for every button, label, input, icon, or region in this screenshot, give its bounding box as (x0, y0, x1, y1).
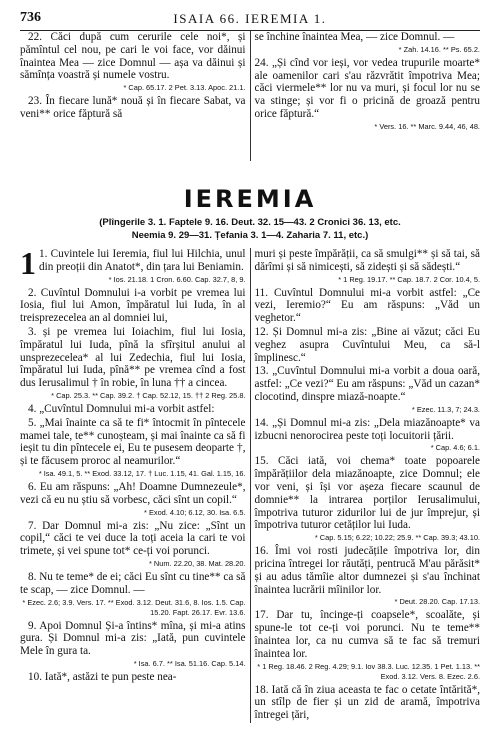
verse: se închine înaintea Mea, — zice Domnul. — (254, 31, 455, 43)
verse: 3. și pe vremea lui Ioiachim, fiul lui Iosia, împăratul lui Iuda, pînă la sfîrșitul anului al unsprezecelea* al lui Zedechia, fiul lui Iosia, împăratul lui Iuda, pînă** pe vremea cînd a fost dus Ierusalimul † în robie, în luna †† a cincea. (20, 325, 246, 390)
jeremiah-right-column (251, 248, 481, 723)
verse-reference: * Cap. 65.17. 2 Pet. 3.13. Apoc. 21.1. (123, 83, 246, 93)
isaiah-right-column (251, 31, 481, 161)
verse: 10. Iată*, astăzi te pun peste nea- (28, 670, 177, 683)
isaiah-left-column (20, 31, 250, 161)
verse: 17. Dar tu, încinge-ți coapsele*, scoalăte, și spune-le tot ce-ți voi porunci. Nu te teme** înaintea lor, ca nu cumva să te fac să tremuri înaintea lor. (254, 609, 480, 660)
verse: 24. „Și cînd vor ieși, vor vedea trupurile moarte* ale oamenilor cari s'au răzvrătit împotriva Mea; căci viermele** lor nu va muri, și focul lor nu se va stinge; și vor fi o pricină de groază pentru orice făptură.“ (254, 56, 480, 120)
verse-reference: * Cap. 25.3. ** Cap. 39.2. † Cap. 52.12, 15. †† 2 Reg. 25.8. (51, 390, 246, 400)
verse: 16. Îmi voi rosti judecățile împotriva lor, din pricina întregei lor răutăți, pentrucă M'au părăsit* și au adus tămîie altor dumnezei și s'au închinat înaintea lucrării mîinilor lor. (254, 545, 480, 596)
page-number: 736 (20, 10, 41, 25)
verse-reference: * Isa. 49.1, 5. ** Exod. 33.12, 17. † Luc. 1.15, 41. Gal. 1.15, 16. (38, 468, 246, 478)
verse-reference: * Exod. 4.10; 6.12, 30. Isa. 6.5. (144, 507, 246, 517)
verse: 15. Căci iată, voi chema* toate popoarele împărățiilor dela miazănoapte, zice Domnul; ele vor veni, și își vor așeza fiecare scaunul de domnie** la intrarea porților Ierusalimului, împotriva tuturor zidurilor lui de jur împrejur, și împotriva tuturor cetăților lui Iuda. (254, 455, 480, 532)
verse-reference: * Vers. 16. ** Marc. 9.44, 46, 48. (374, 121, 480, 131)
verse-reference: * 1 Reg. 19.17. ** Cap. 18.7. 2 Cor. 10.4, 5. (338, 274, 480, 284)
verse: 14. „Și Domnul mi-a zis: „Dela miazănoapte* va izbucni nenorocirea peste toți locuitorii țării. (254, 416, 480, 442)
verse-reference: * Cap. 4.6; 6.1. (430, 443, 480, 453)
verse-reference: * Num. 22.20, 38. Mat. 28.20. (148, 558, 246, 568)
running-title: ISAIA 66. IEREMIA 1. (173, 11, 327, 26)
book-title: IEREMIA (183, 185, 317, 213)
verse: 6. Eu am răspuns: „Ah! Doamne Dumnezeule*, vezi că eu nu știu să vorbesc, căci sînt un copil.“ (20, 480, 246, 506)
verse-reference: * Cap. 5.15; 6.22; 10.22; 25.9. ** Cap. 39.3; 43.10. (314, 533, 480, 543)
verse-reference: * 1 Reg. 18.46. 2 Reg. 4.29; 9.1. Iov 38.3. Luc. 12.35. 1 Pet. 1.13. ** Exod. 3.12. Vers. 8. Ezec. 2.6. (257, 661, 480, 681)
verse: 4. „Cuvîntul Domnului mi-a vorbit astfel: (28, 402, 215, 415)
verse: 11. Cuvîntul Domnului mi-a vorbit astfel: „Ce vezi, Ieremio?“ Eu am răspuns: „Văd un veghetor.“ (254, 286, 480, 325)
verse: 8. Nu te teme* de ei; căci Eu sînt cu tine** ca să te scap, — zice Domnul. — (20, 570, 246, 596)
verse: 9. Apoi Domnul Și-a întins* mîna, și mi-a atins gura. Și Domnul mi-a zis: „Iată, pun cuvintele Mele în gura ta. (20, 619, 246, 658)
jeremiah-chapter-1 (20, 245, 480, 723)
verse: 1. Cuvintele lui Ieremia, fiul lui Hilchia, unul din preoții din Anatot*, din țara lui Beniamin. (39, 248, 246, 273)
intro-line-1: (Plîngerile 3. 1. Faptele 9. 16. Deut. 32. 15—43. 2 Cronici 36. 13, etc. (99, 217, 401, 228)
verse: 12. Și Domnul mi-a zis: „Bine ai văzut; căci Eu veghez asupra Cuvîntului Meu, ca să-l împlinesc.“ (254, 325, 480, 364)
verse-reference: * Isa. 6.7. ** Isa. 51.16. Cap. 5.14. (133, 658, 246, 668)
verse-reference: * Ezec. 2.6; 3.9. Vers. 17. ** Exod. 3.12. Deut. 31.6, 8. Ios. 1.5. Cap. 15.20. Fapt. 26.17. Evr. 13.6. (22, 597, 246, 617)
jeremiah-left-column (20, 245, 250, 723)
verse-reference: * Deut. 28.20. Cap. 17.13. (394, 597, 480, 607)
chapter-drop-cap: 1 (20, 245, 36, 281)
verse-reference: * Zah. 14.16. ** Ps. 65.2. (398, 44, 480, 54)
verse: 23. În fiecare lună* nouă și în fiecare Sabat, va veni** orice făptură să (20, 95, 246, 120)
cross-reference-intro (20, 216, 480, 242)
verse: 13. „Cuvîntul Domnului mi-a vorbit a doua oară, astfel: „Ce vezi?“ Eu am răspuns: „Văd un cazan* clocotind, dinspre miază-noapte.“ (254, 365, 480, 403)
verse: 7. Dar Domnul mi-a zis: „Nu zice: „Sînt un copil,“ căci te vei duce la toți aceia la cari te voi trimete, și vei spune tot* ce-ți voi porunci. (20, 519, 246, 558)
verse: muri și peste împărății, ca să smulgi** și să tai, să dărîmi și să nimicești, să zidești și să sădești.“ (254, 248, 480, 273)
intro-line-2: Neemia 9. 29—31. Țefania 3. 1—4. Zaharia 7. 11, etc.) (131, 230, 369, 241)
bible-page (20, 8, 480, 723)
verse-reference: * Ios. 21.18. 1 Cron. 6.60. Cap. 32.7, 8, 9. (108, 274, 246, 284)
page-header (20, 8, 480, 31)
isaiah-ending-section (20, 31, 480, 161)
verse: 2. Cuvîntul Domnului i-a vorbit pe vremea lui Iosia, fiul lui Amon, împăratul lui Iuda, în al treisprezecelea an al domniei lui, (20, 286, 246, 325)
verse: 22. Căci după cum cerurile cele noi*, și pămîntul cel nou, pe cari le voi face, vor dăinui înaintea Mea — zice Domnul — așa va dăinui și sămînța voastră și numele vostru. (20, 31, 246, 82)
verse-reference: * Ezec. 11.3, 7; 24.3. (411, 404, 480, 414)
verse: 5. „Mai înainte ca să te fi* întocmit în pîntecele mamei tale, te** cunoșteam, și mai înainte ca să fi ieșit tu din pîntecele ei, Eu te pusesem deoparte †, și te făcusem proroc al neamurilor.“ (20, 416, 246, 468)
verse: 18. Iată că în ziua aceasta te fac o cetate întărită*, un stîlp de fier și un zid de aramă, împotriva întregei țări, (254, 683, 480, 722)
